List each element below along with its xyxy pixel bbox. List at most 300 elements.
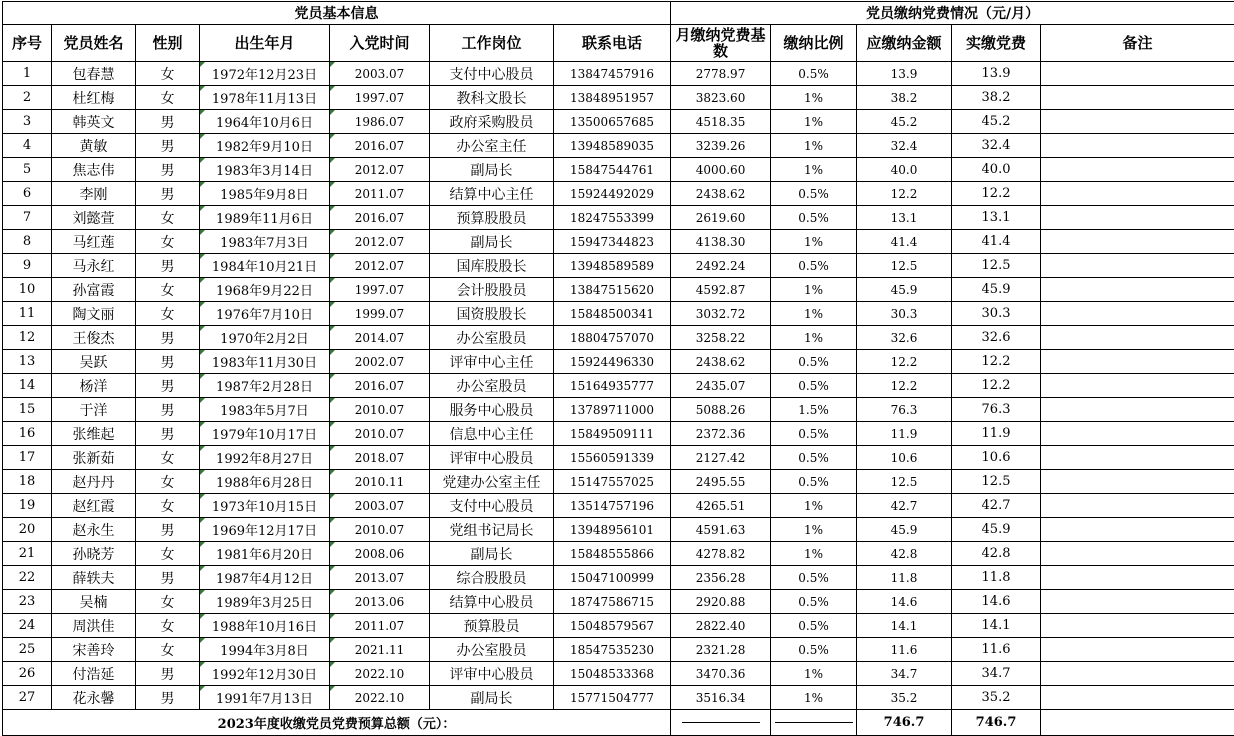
cell-base[interactable]: 2495.55: [671, 470, 771, 494]
cell-birth[interactable]: 1982年9月10日: [200, 134, 330, 158]
cell-gender[interactable]: 男: [136, 686, 200, 710]
cell-name[interactable]: 张维起: [52, 422, 136, 446]
cell-base[interactable]: 2438.62: [671, 182, 771, 206]
cell-join-date[interactable]: 2014.07: [330, 326, 430, 350]
cell-name[interactable]: 李刚: [52, 182, 136, 206]
cell-due[interactable]: 41.4: [857, 230, 952, 254]
cell-birth[interactable]: 1983年7月3日: [200, 230, 330, 254]
cell-join-date[interactable]: 2011.07: [330, 182, 430, 206]
cell-position[interactable]: 办公室股员: [430, 374, 554, 398]
cell-ratio[interactable]: 0.5%: [771, 470, 857, 494]
header-position[interactable]: 工作岗位: [430, 25, 554, 62]
cell-remark[interactable]: [1041, 278, 1234, 302]
cell-ratio[interactable]: 1%: [771, 134, 857, 158]
cell-ratio[interactable]: 0.5%: [771, 350, 857, 374]
cell-no[interactable]: 18: [3, 470, 52, 494]
cell-ratio[interactable]: 1%: [771, 326, 857, 350]
cell-name[interactable]: 杨洋: [52, 374, 136, 398]
cell-paid[interactable]: 42.8: [952, 542, 1041, 566]
cell-remark[interactable]: [1041, 158, 1234, 182]
cell-gender[interactable]: 男: [136, 662, 200, 686]
total-remark[interactable]: [1041, 710, 1234, 736]
cell-birth[interactable]: 1983年5月7日: [200, 398, 330, 422]
cell-birth[interactable]: 1989年3月25日: [200, 590, 330, 614]
cell-due[interactable]: 38.2: [857, 86, 952, 110]
cell-join-date[interactable]: 2021.11: [330, 638, 430, 662]
cell-paid[interactable]: 32.4: [952, 134, 1041, 158]
cell-paid[interactable]: 13.1: [952, 206, 1041, 230]
cell-base[interactable]: 5088.26: [671, 398, 771, 422]
cell-ratio[interactable]: 0.5%: [771, 566, 857, 590]
cell-phone[interactable]: 15848500341: [554, 302, 671, 326]
header-gender[interactable]: 性别: [136, 25, 200, 62]
cell-gender[interactable]: 女: [136, 86, 200, 110]
cell-join-date[interactable]: 1997.07: [330, 278, 430, 302]
cell-name[interactable]: 王俊杰: [52, 326, 136, 350]
cell-paid[interactable]: 30.3: [952, 302, 1041, 326]
cell-position[interactable]: 评审中心主任: [430, 350, 554, 374]
cell-paid[interactable]: 34.7: [952, 662, 1041, 686]
cell-due[interactable]: 11.9: [857, 422, 952, 446]
cell-no[interactable]: 7: [3, 206, 52, 230]
cell-birth[interactable]: 1969年12月17日: [200, 518, 330, 542]
total-ratio-dash[interactable]: [771, 710, 857, 736]
cell-gender[interactable]: 女: [136, 470, 200, 494]
cell-no[interactable]: 11: [3, 302, 52, 326]
cell-name[interactable]: 花永馨: [52, 686, 136, 710]
cell-birth[interactable]: 1988年10月16日: [200, 614, 330, 638]
cell-position[interactable]: 结算中心主任: [430, 182, 554, 206]
cell-phone[interactable]: 15047100999: [554, 566, 671, 590]
cell-ratio[interactable]: 1%: [771, 662, 857, 686]
cell-name[interactable]: 孙富霞: [52, 278, 136, 302]
header-ratio[interactable]: 缴纳比例: [771, 25, 857, 62]
cell-ratio[interactable]: 0.5%: [771, 422, 857, 446]
cell-join-date[interactable]: 2022.10: [330, 662, 430, 686]
cell-phone[interactable]: 13500657685: [554, 110, 671, 134]
cell-position[interactable]: 党建办公室主任: [430, 470, 554, 494]
cell-name[interactable]: 包春慧: [52, 62, 136, 86]
section-dues-info[interactable]: 党员缴纳党费情况（元/月）: [671, 2, 1234, 25]
cell-name[interactable]: 薛轶夫: [52, 566, 136, 590]
cell-join-date[interactable]: 2016.07: [330, 206, 430, 230]
cell-no[interactable]: 27: [3, 686, 52, 710]
cell-remark[interactable]: [1041, 422, 1234, 446]
cell-position[interactable]: 综合股股员: [430, 566, 554, 590]
cell-name[interactable]: 吴楠: [52, 590, 136, 614]
cell-phone[interactable]: 13948589589: [554, 254, 671, 278]
cell-paid[interactable]: 45.9: [952, 518, 1041, 542]
cell-phone[interactable]: 13847515620: [554, 278, 671, 302]
cell-gender[interactable]: 男: [136, 182, 200, 206]
cell-birth[interactable]: 1983年3月14日: [200, 158, 330, 182]
cell-remark[interactable]: [1041, 62, 1234, 86]
cell-gender[interactable]: 男: [136, 326, 200, 350]
cell-no[interactable]: 14: [3, 374, 52, 398]
cell-join-date[interactable]: 1986.07: [330, 110, 430, 134]
cell-paid[interactable]: 14.6: [952, 590, 1041, 614]
cell-gender[interactable]: 女: [136, 278, 200, 302]
header-birth[interactable]: 出生年月: [200, 25, 330, 62]
cell-remark[interactable]: [1041, 542, 1234, 566]
cell-gender[interactable]: 男: [136, 518, 200, 542]
cell-phone[interactable]: 15924496330: [554, 350, 671, 374]
cell-name[interactable]: 杜红梅: [52, 86, 136, 110]
cell-paid[interactable]: 11.9: [952, 422, 1041, 446]
cell-phone[interactable]: 13789711000: [554, 398, 671, 422]
cell-due[interactable]: 13.1: [857, 206, 952, 230]
cell-position[interactable]: 支付中心股员: [430, 62, 554, 86]
cell-paid[interactable]: 35.2: [952, 686, 1041, 710]
cell-ratio[interactable]: 1%: [771, 686, 857, 710]
cell-remark[interactable]: [1041, 470, 1234, 494]
cell-join-date[interactable]: 2018.07: [330, 446, 430, 470]
cell-birth[interactable]: 1984年10月21日: [200, 254, 330, 278]
cell-phone[interactable]: 13514757196: [554, 494, 671, 518]
cell-remark[interactable]: [1041, 182, 1234, 206]
cell-position[interactable]: 评审中心股员: [430, 446, 554, 470]
cell-remark[interactable]: [1041, 110, 1234, 134]
cell-birth[interactable]: 1968年9月22日: [200, 278, 330, 302]
cell-join-date[interactable]: 1999.07: [330, 302, 430, 326]
cell-ratio[interactable]: 1%: [771, 110, 857, 134]
cell-phone[interactable]: 18247553399: [554, 206, 671, 230]
cell-no[interactable]: 17: [3, 446, 52, 470]
cell-remark[interactable]: [1041, 86, 1234, 110]
cell-join-date[interactable]: 2013.06: [330, 590, 430, 614]
cell-gender[interactable]: 男: [136, 374, 200, 398]
cell-paid[interactable]: 11.6: [952, 638, 1041, 662]
cell-no[interactable]: 6: [3, 182, 52, 206]
cell-birth[interactable]: 1985年9月8日: [200, 182, 330, 206]
cell-name[interactable]: 周洪佳: [52, 614, 136, 638]
cell-no[interactable]: 12: [3, 326, 52, 350]
cell-position[interactable]: 办公室股员: [430, 326, 554, 350]
cell-phone[interactable]: 13847457916: [554, 62, 671, 86]
cell-due[interactable]: 13.9: [857, 62, 952, 86]
cell-due[interactable]: 30.3: [857, 302, 952, 326]
cell-due[interactable]: 45.9: [857, 518, 952, 542]
cell-ratio[interactable]: 1%: [771, 278, 857, 302]
cell-paid[interactable]: 32.6: [952, 326, 1041, 350]
cell-due[interactable]: 14.6: [857, 590, 952, 614]
cell-position[interactable]: 评审中心股员: [430, 662, 554, 686]
cell-base[interactable]: 2435.07: [671, 374, 771, 398]
cell-name[interactable]: 赵丹丹: [52, 470, 136, 494]
cell-position[interactable]: 服务中心股员: [430, 398, 554, 422]
cell-paid[interactable]: 12.5: [952, 254, 1041, 278]
cell-ratio[interactable]: 0.5%: [771, 254, 857, 278]
cell-name[interactable]: 赵永生: [52, 518, 136, 542]
cell-gender[interactable]: 女: [136, 494, 200, 518]
cell-gender[interactable]: 女: [136, 638, 200, 662]
cell-name[interactable]: 宋善玲: [52, 638, 136, 662]
cell-phone[interactable]: 15164935777: [554, 374, 671, 398]
cell-birth[interactable]: 1964年10月6日: [200, 110, 330, 134]
cell-due[interactable]: 32.4: [857, 134, 952, 158]
cell-paid[interactable]: 12.5: [952, 470, 1041, 494]
cell-name[interactable]: 吴跃: [52, 350, 136, 374]
cell-join-date[interactable]: 2016.07: [330, 134, 430, 158]
cell-gender[interactable]: 男: [136, 134, 200, 158]
cell-base[interactable]: 2619.60: [671, 206, 771, 230]
cell-birth[interactable]: 1978年11月13日: [200, 86, 330, 110]
cell-due[interactable]: 34.7: [857, 662, 952, 686]
cell-base[interactable]: 2127.42: [671, 446, 771, 470]
cell-base[interactable]: 4265.51: [671, 494, 771, 518]
cell-phone[interactable]: 18547535230: [554, 638, 671, 662]
cell-birth[interactable]: 1992年8月27日: [200, 446, 330, 470]
header-join-date[interactable]: 入党时间: [330, 25, 430, 62]
cell-remark[interactable]: [1041, 638, 1234, 662]
cell-base[interactable]: 4518.35: [671, 110, 771, 134]
cell-birth[interactable]: 1989年11月6日: [200, 206, 330, 230]
header-phone[interactable]: 联系电话: [554, 25, 671, 62]
cell-phone[interactable]: 18747586715: [554, 590, 671, 614]
cell-ratio[interactable]: 0.5%: [771, 590, 857, 614]
cell-ratio[interactable]: 0.5%: [771, 374, 857, 398]
cell-paid[interactable]: 42.7: [952, 494, 1041, 518]
cell-remark[interactable]: [1041, 206, 1234, 230]
total-label[interactable]: 2023年度收缴党员党费预算总额（元）：: [3, 710, 671, 736]
cell-gender[interactable]: 男: [136, 110, 200, 134]
cell-phone[interactable]: 15848555866: [554, 542, 671, 566]
cell-join-date[interactable]: 2016.07: [330, 374, 430, 398]
cell-base[interactable]: 3239.26: [671, 134, 771, 158]
cell-birth[interactable]: 1981年6月20日: [200, 542, 330, 566]
cell-ratio[interactable]: 1%: [771, 542, 857, 566]
cell-name[interactable]: 刘懿萱: [52, 206, 136, 230]
cell-due[interactable]: 42.7: [857, 494, 952, 518]
cell-phone[interactable]: 18804757070: [554, 326, 671, 350]
cell-base[interactable]: 2356.28: [671, 566, 771, 590]
cell-position[interactable]: 结算中心股员: [430, 590, 554, 614]
cell-base[interactable]: 3516.34: [671, 686, 771, 710]
cell-base[interactable]: 4000.60: [671, 158, 771, 182]
cell-base[interactable]: 2920.88: [671, 590, 771, 614]
cell-no[interactable]: 1: [3, 62, 52, 86]
cell-phone[interactable]: 15924492029: [554, 182, 671, 206]
cell-no[interactable]: 19: [3, 494, 52, 518]
cell-position[interactable]: 办公室股员: [430, 638, 554, 662]
cell-gender[interactable]: 男: [136, 158, 200, 182]
cell-due[interactable]: 45.9: [857, 278, 952, 302]
header-paid[interactable]: 实缴党费: [952, 25, 1041, 62]
header-no[interactable]: 序号: [3, 25, 52, 62]
cell-position[interactable]: 副局长: [430, 686, 554, 710]
cell-gender[interactable]: 女: [136, 446, 200, 470]
cell-join-date[interactable]: 2003.07: [330, 62, 430, 86]
cell-remark[interactable]: [1041, 662, 1234, 686]
header-name[interactable]: 党员姓名: [52, 25, 136, 62]
cell-no[interactable]: 20: [3, 518, 52, 542]
cell-ratio[interactable]: 0.5%: [771, 614, 857, 638]
cell-no[interactable]: 26: [3, 662, 52, 686]
cell-join-date[interactable]: 2022.10: [330, 686, 430, 710]
cell-join-date[interactable]: 2010.07: [330, 518, 430, 542]
cell-birth[interactable]: 1994年3月8日: [200, 638, 330, 662]
cell-base[interactable]: 4138.30: [671, 230, 771, 254]
cell-no[interactable]: 10: [3, 278, 52, 302]
cell-join-date[interactable]: 2012.07: [330, 158, 430, 182]
cell-base[interactable]: 3258.22: [671, 326, 771, 350]
cell-no[interactable]: 16: [3, 422, 52, 446]
cell-phone[interactable]: 15849509111: [554, 422, 671, 446]
cell-ratio[interactable]: 1%: [771, 494, 857, 518]
cell-remark[interactable]: [1041, 350, 1234, 374]
cell-position[interactable]: 教科文股长: [430, 86, 554, 110]
cell-name[interactable]: 马永红: [52, 254, 136, 278]
cell-name[interactable]: 焦志伟: [52, 158, 136, 182]
header-due[interactable]: 应缴纳金额: [857, 25, 952, 62]
cell-remark[interactable]: [1041, 374, 1234, 398]
cell-ratio[interactable]: 1%: [771, 86, 857, 110]
cell-ratio[interactable]: 1.5%: [771, 398, 857, 422]
cell-name[interactable]: 黄敏: [52, 134, 136, 158]
cell-position[interactable]: 党组书记局长: [430, 518, 554, 542]
header-remark[interactable]: 备注: [1041, 25, 1234, 62]
cell-birth[interactable]: 1976年7月10日: [200, 302, 330, 326]
cell-no[interactable]: 21: [3, 542, 52, 566]
cell-join-date[interactable]: 2012.07: [330, 254, 430, 278]
cell-due[interactable]: 40.0: [857, 158, 952, 182]
cell-join-date[interactable]: 2012.07: [330, 230, 430, 254]
cell-join-date[interactable]: 2002.07: [330, 350, 430, 374]
cell-paid[interactable]: 14.1: [952, 614, 1041, 638]
cell-ratio[interactable]: 0.5%: [771, 206, 857, 230]
cell-join-date[interactable]: 2003.07: [330, 494, 430, 518]
cell-remark[interactable]: [1041, 254, 1234, 278]
cell-name[interactable]: 陶文丽: [52, 302, 136, 326]
cell-ratio[interactable]: 1%: [771, 302, 857, 326]
cell-position[interactable]: 国库股股长: [430, 254, 554, 278]
cell-phone[interactable]: 13948956101: [554, 518, 671, 542]
cell-phone[interactable]: 15771504777: [554, 686, 671, 710]
cell-ratio[interactable]: 0.5%: [771, 446, 857, 470]
cell-position[interactable]: 副局长: [430, 230, 554, 254]
cell-birth[interactable]: 1988年6月28日: [200, 470, 330, 494]
cell-birth[interactable]: 1992年12月30日: [200, 662, 330, 686]
cell-no[interactable]: 25: [3, 638, 52, 662]
cell-base[interactable]: 2822.40: [671, 614, 771, 638]
cell-ratio[interactable]: 1%: [771, 158, 857, 182]
cell-due[interactable]: 11.8: [857, 566, 952, 590]
cell-no[interactable]: 13: [3, 350, 52, 374]
cell-phone[interactable]: 13848951957: [554, 86, 671, 110]
cell-no[interactable]: 22: [3, 566, 52, 590]
cell-paid[interactable]: 12.2: [952, 182, 1041, 206]
cell-position[interactable]: 信息中心主任: [430, 422, 554, 446]
cell-paid[interactable]: 41.4: [952, 230, 1041, 254]
cell-remark[interactable]: [1041, 494, 1234, 518]
cell-base[interactable]: 2438.62: [671, 350, 771, 374]
cell-gender[interactable]: 女: [136, 206, 200, 230]
total-base-dash[interactable]: [671, 710, 771, 736]
cell-phone[interactable]: 15048579567: [554, 614, 671, 638]
cell-no[interactable]: 5: [3, 158, 52, 182]
cell-phone[interactable]: 15847544761: [554, 158, 671, 182]
cell-phone[interactable]: 15147557025: [554, 470, 671, 494]
cell-birth[interactable]: 1970年2月2日: [200, 326, 330, 350]
cell-remark[interactable]: [1041, 566, 1234, 590]
cell-base[interactable]: 2372.36: [671, 422, 771, 446]
cell-no[interactable]: 2: [3, 86, 52, 110]
cell-birth[interactable]: 1987年4月12日: [200, 566, 330, 590]
cell-due[interactable]: 12.2: [857, 350, 952, 374]
cell-base[interactable]: 2321.28: [671, 638, 771, 662]
cell-base[interactable]: 3032.72: [671, 302, 771, 326]
cell-birth[interactable]: 1972年12月23日: [200, 62, 330, 86]
cell-remark[interactable]: [1041, 230, 1234, 254]
cell-paid[interactable]: 12.2: [952, 350, 1041, 374]
cell-gender[interactable]: 女: [136, 62, 200, 86]
cell-due[interactable]: 12.5: [857, 254, 952, 278]
cell-gender[interactable]: 女: [136, 302, 200, 326]
cell-paid[interactable]: 11.8: [952, 566, 1041, 590]
cell-name[interactable]: 于洋: [52, 398, 136, 422]
cell-join-date[interactable]: 2011.07: [330, 614, 430, 638]
cell-phone[interactable]: 15947344823: [554, 230, 671, 254]
cell-phone[interactable]: 15048533368: [554, 662, 671, 686]
cell-paid[interactable]: 10.6: [952, 446, 1041, 470]
cell-phone[interactable]: 15560591339: [554, 446, 671, 470]
cell-no[interactable]: 15: [3, 398, 52, 422]
cell-no[interactable]: 3: [3, 110, 52, 134]
cell-gender[interactable]: 男: [136, 422, 200, 446]
cell-base[interactable]: 4592.87: [671, 278, 771, 302]
cell-no[interactable]: 8: [3, 230, 52, 254]
cell-base[interactable]: 2492.24: [671, 254, 771, 278]
cell-base[interactable]: 2778.97: [671, 62, 771, 86]
cell-birth[interactable]: 1987年2月28日: [200, 374, 330, 398]
cell-name[interactable]: 付浩延: [52, 662, 136, 686]
cell-name[interactable]: 赵红霞: [52, 494, 136, 518]
cell-ratio[interactable]: 1%: [771, 518, 857, 542]
cell-birth[interactable]: 1983年11月30日: [200, 350, 330, 374]
section-basic-info[interactable]: 党员基本信息: [3, 2, 671, 25]
header-base[interactable]: 月缴纳党费基数: [671, 25, 771, 62]
cell-remark[interactable]: [1041, 302, 1234, 326]
cell-due[interactable]: 45.2: [857, 110, 952, 134]
cell-ratio[interactable]: 0.5%: [771, 62, 857, 86]
cell-position[interactable]: 会计股股员: [430, 278, 554, 302]
cell-position[interactable]: 副局长: [430, 158, 554, 182]
cell-name[interactable]: 马红莲: [52, 230, 136, 254]
cell-join-date[interactable]: 2013.07: [330, 566, 430, 590]
cell-ratio[interactable]: 0.5%: [771, 182, 857, 206]
cell-name[interactable]: 韩英文: [52, 110, 136, 134]
cell-due[interactable]: 12.5: [857, 470, 952, 494]
cell-gender[interactable]: 男: [136, 398, 200, 422]
cell-due[interactable]: 32.6: [857, 326, 952, 350]
cell-phone[interactable]: 13948589035: [554, 134, 671, 158]
cell-paid[interactable]: 45.2: [952, 110, 1041, 134]
cell-name[interactable]: 孙晓芳: [52, 542, 136, 566]
cell-join-date[interactable]: 2010.07: [330, 422, 430, 446]
cell-join-date[interactable]: 2008.06: [330, 542, 430, 566]
cell-remark[interactable]: [1041, 134, 1234, 158]
cell-position[interactable]: 预算股股员: [430, 206, 554, 230]
cell-gender[interactable]: 女: [136, 614, 200, 638]
cell-position[interactable]: 预算股员: [430, 614, 554, 638]
cell-join-date[interactable]: 2010.07: [330, 398, 430, 422]
cell-gender[interactable]: 男: [136, 254, 200, 278]
cell-gender[interactable]: 女: [136, 230, 200, 254]
cell-no[interactable]: 24: [3, 614, 52, 638]
cell-due[interactable]: 42.8: [857, 542, 952, 566]
cell-remark[interactable]: [1041, 398, 1234, 422]
cell-paid[interactable]: 76.3: [952, 398, 1041, 422]
